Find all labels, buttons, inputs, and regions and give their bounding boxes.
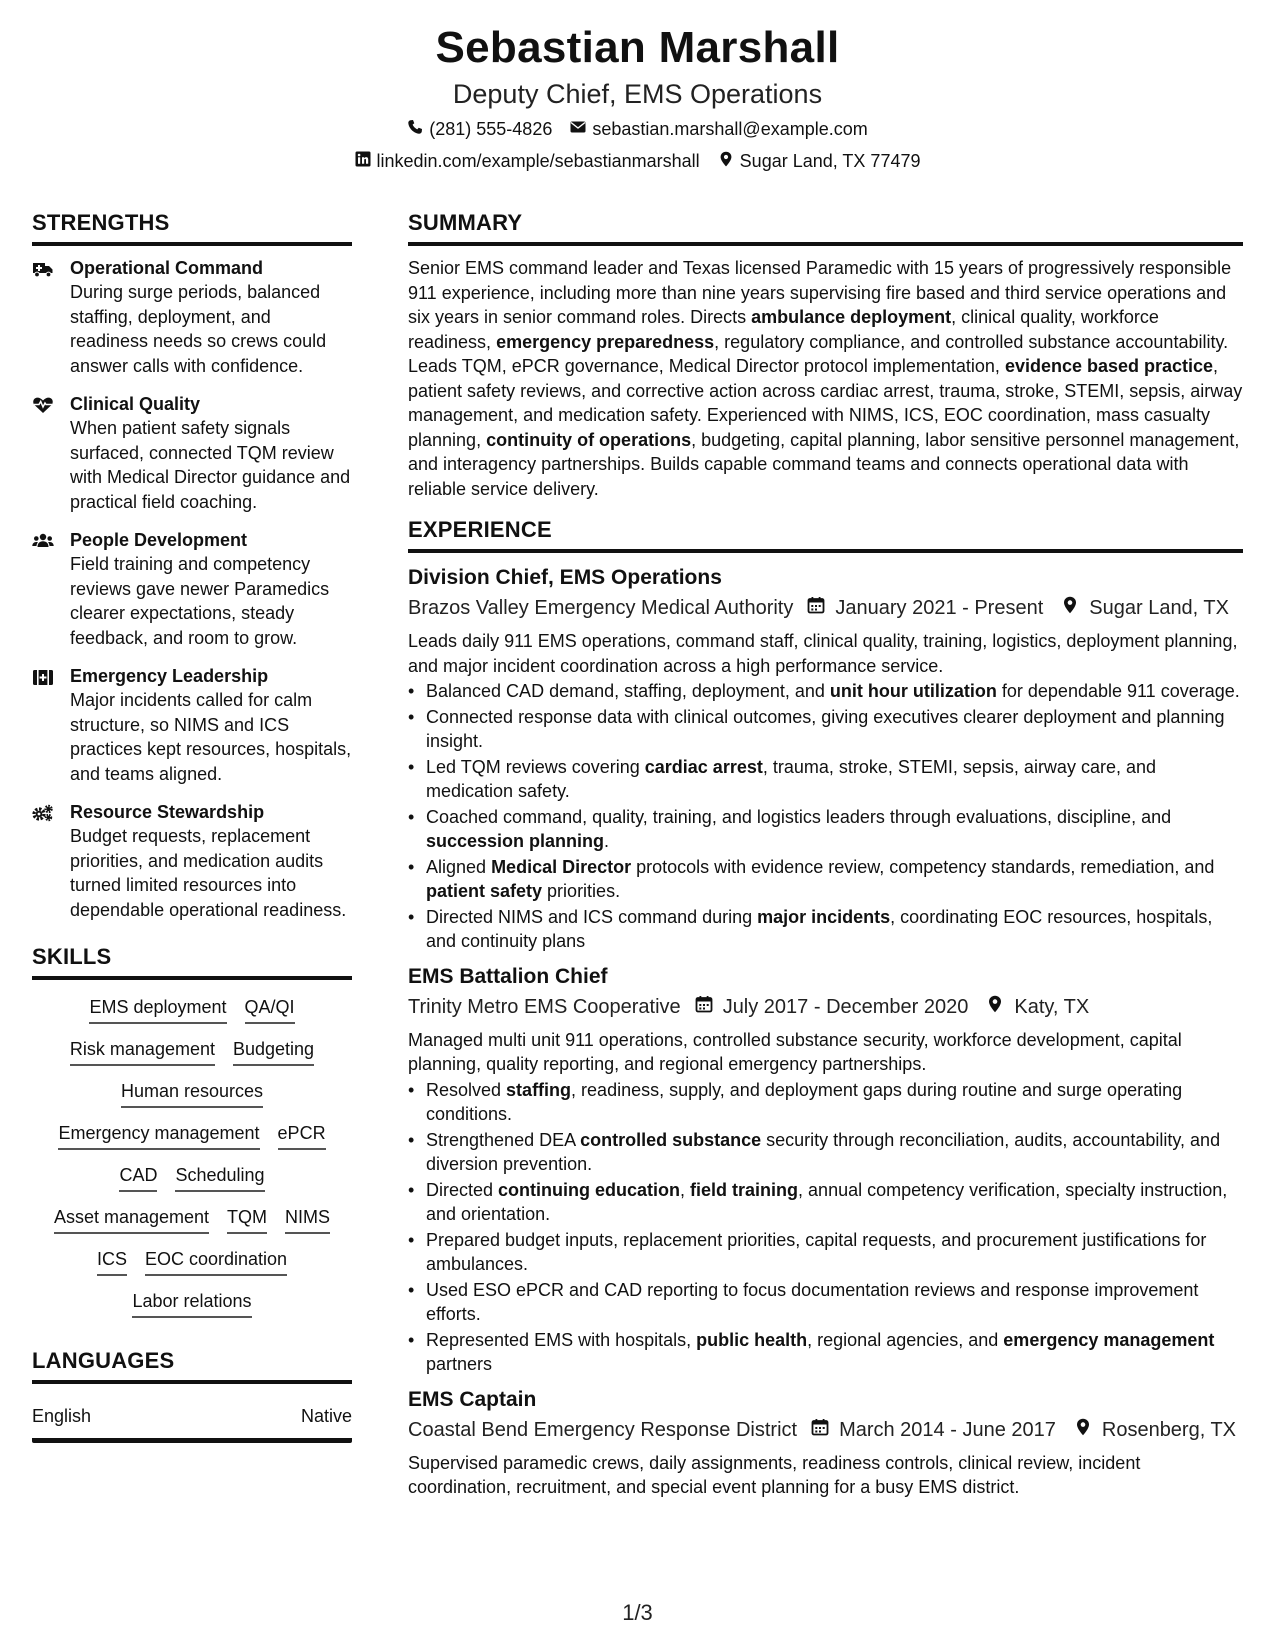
job-dates: January 2021 - Present [835,597,1044,619]
location-contact [718,146,921,176]
linkedin-contact [355,146,700,176]
strength-description: Budget requests, replacement priorities, and medication audits turned limited resources into dependable operational readiness. [70,826,347,920]
job-bullets [408,679,1243,954]
strength-title: People Development [70,530,248,550]
job-organization: Coastal Bend Emergency Response District [408,1418,798,1441]
job-bullet: • Led TQM reviews covering cardiac arrest, trauma, stroke, STEMI, sepsis, airway care, and medication safety. [408,755,1243,804]
summary-highlight: continuity of operations [486,429,692,450]
job-bullet: • Directed continuing education, field training, annual competency verification, specialty instruction, and orientation. [408,1178,1243,1227]
location-text: Sugar Land, TX 77479 [739,151,921,171]
skill-tag: Risk management [70,1036,215,1066]
experience-heading: EXPERIENCE [408,515,1243,553]
job-dates: July 2017 - December 2020 [722,995,969,1018]
job-organization: Brazos Valley Emergency Medical Authority [408,597,794,619]
heartbeat-icon [32,392,58,514]
left-column [32,208,352,1443]
email-contact [570,114,867,144]
job-role: Division Chief, EMS Operations [408,566,722,589]
calendar-icon [797,1415,839,1445]
job-meta [408,992,1243,1022]
ambulance-icon [32,256,58,378]
job-role: EMS Captain [408,1387,537,1411]
skill-tag: Human resources [121,1078,263,1108]
job-bullets [408,1078,1243,1377]
job-meta [408,593,1243,623]
job-bullet: • Prepared budget inputs, replacement priorities, capital requests, and procurement justifications for ambulances. [408,1228,1243,1277]
job-location: Sugar Land, TX [1089,597,1229,619]
job-description: Leads daily 911 EMS operations, command staff, clinical quality, training, logistics, deployment planning, and major incident coordination across a high performance service. [408,631,1238,676]
page-number: 1/3 [622,1600,653,1625]
strength-item [32,256,352,378]
strength-item [32,664,352,786]
job-description: Managed multi unit 911 operations, controlled substance security, workforce development, capital planning, quality reporting, and regional emergency partnerships. [408,1029,1182,1074]
map-pin-icon [1043,593,1089,623]
language-name: English [32,1406,92,1426]
skill-tag: NIMS [285,1204,330,1234]
strength-title: Operational Command [70,258,264,278]
job-description: Supervised paramedic crews, daily assignments, readiness controls, clinical review, incident coordination, recruitment, and special event planning for a busy EMS district. [408,1452,1141,1497]
contact-row-1 [0,114,1275,144]
right-column [408,208,1243,1508]
strength-description: During surge periods, balanced staffing, deployment, and readiness needs so crews could answer calls with confidence. [70,282,327,376]
summary-highlight: ambulance deployment [751,307,952,327]
summary-text: , clinical quality, workforce readiness, [408,307,1159,352]
candidate-name: Sebastian Marshall [435,23,840,72]
summary-highlight: emergency preparedness [496,331,715,352]
skill-tag: ICS [97,1246,127,1276]
strength-title: Resource Stewardship [70,802,265,822]
skill-tag: Budgeting [233,1036,314,1066]
job-bullet: • Resolved staffing, readiness, supply, and deployment gaps during routine and surge operating conditions. [408,1078,1243,1127]
job-bullet: • Directed NIMS and ICS command during major incidents, coordinating EOC resources, hospitals, and continuity plans [408,905,1243,954]
skill-tag: EOC coordination [145,1246,287,1276]
skill-tag: TQM [227,1204,267,1234]
summary-text: , budgeting, capital planning, labor sensitive personnel management, and interagency partnerships. Builds capable command teams and connects operational data with reliable service delivery. [408,429,1240,499]
skill-tag: Emergency management [58,1120,259,1150]
strength-item [32,528,352,650]
skill-tag: Labor relations [132,1288,251,1318]
summary-highlight: evidence based practice [1004,356,1214,376]
linkedin-icon [355,146,371,176]
skill-tag: QA/QI [245,994,295,1024]
summary-text: Senior EMS command leader and Texas licensed Paramedic with 15 years of progressively responsible 911 experience, including more than nine years supervising fire based and third service operations and six years in senior command roles. Directs [408,258,1232,327]
skill-tag: EMS deployment [89,994,226,1024]
phone-icon [407,114,423,144]
strength-item [32,800,352,922]
job-bullet: • Coached command, quality, training, and logistics leaders through evaluations, discipline, and succession planning. [408,805,1243,854]
skill-tag: ePCR [278,1120,326,1150]
envelope-icon [570,114,586,144]
phone-number[interactable]: (281) 555-4826 [429,119,553,139]
job-bullet: • Connected response data with clinical outcomes, giving executives clearer deployment and planning insight. [408,705,1243,754]
skills-heading: SKILLS [32,942,352,980]
job-meta [408,1415,1243,1445]
strength-title: Clinical Quality [70,394,201,414]
strength-description: Major incidents called for calm structure, so NIMS and ICS practices kept resources, hospitals, and teams aligned. [70,690,352,784]
job-bullet: • Strengthened DEA controlled substance security through reconciliation, audits, accountability, and diversion prevention. [408,1128,1243,1177]
skill-tag: Asset management [54,1204,209,1234]
contact-row-2 [0,146,1275,176]
job-dates: March 2014 - June 2017 [839,1418,1056,1441]
strength-description: When patient safety signals surfaced, connected TQM review with Medical Director guidance and practical field coaching. [70,418,351,512]
map-pin-icon [718,146,734,176]
job-entry [408,962,1243,1377]
job-bullet: • Used ESO ePCR and CAD reporting to focus documentation reviews and response improvement efforts. [408,1278,1243,1327]
candidate-title: Deputy Chief, EMS Operations [452,79,823,109]
map-pin-icon [1056,1415,1102,1445]
linkedin-url[interactable]: linkedin.com/example/sebastianmarshall [376,151,700,171]
strength-item [32,392,352,514]
map-pin-icon [968,992,1014,1022]
medkit-icon [32,664,58,786]
calendar-icon [793,593,835,623]
skills-list [32,990,352,1318]
job-entry [408,563,1243,954]
strengths-heading: STRENGTHS [32,208,352,246]
job-entry [408,1385,1243,1500]
languages-heading: LANGUAGES [32,1346,352,1384]
summary-text: , patient safety reviews, and corrective action across cardiac arrest, trauma, stroke, STEMI, sepsis, airway management, and medication safety. Experienced with NIMS, ICS, EOC coordination, mass casualty planning, [408,356,1243,450]
job-location: Rosenberg, TX [1101,1418,1237,1441]
language-level: Native [300,1406,352,1426]
job-bullet: • Balanced CAD demand, staffing, deployment, and unit hour utilization for dependable 911 coverage. [408,679,1243,704]
job-role: EMS Battalion Chief [408,964,608,988]
language-row [32,1394,352,1443]
job-organization: Trinity Metro EMS Cooperative [408,995,681,1018]
users-icon [32,528,58,650]
skill-tag: CAD [119,1162,157,1192]
job-bullet: • Represented EMS with hospitals, public health, regional agencies, and emergency management partners [408,1328,1243,1377]
job-bullet: • Aligned Medical Director protocols with evidence review, competency standards, remediation, and patient safety priorities. [408,855,1243,904]
gears-icon [32,800,58,922]
strength-description: Field training and competency reviews gave newer Paramedics clearer expectations, steady feedback, and room to grow. [70,554,330,648]
summary-heading: SUMMARY [408,208,1243,246]
summary-text: , regulatory compliance, and controlled substance accountability. Leads TQM, ePCR governance, Medical Director protocol implementation, [408,331,1229,376]
email-address[interactable]: sebastian.marshall@example.com [592,119,868,139]
phone-contact [407,114,552,144]
calendar-icon [681,992,723,1022]
resume-header [0,20,1275,176]
skill-tag: Scheduling [175,1162,264,1192]
strength-title: Emergency Leadership [70,666,269,686]
job-location: Katy, TX [1014,995,1090,1018]
summary-paragraph [408,256,1243,501]
